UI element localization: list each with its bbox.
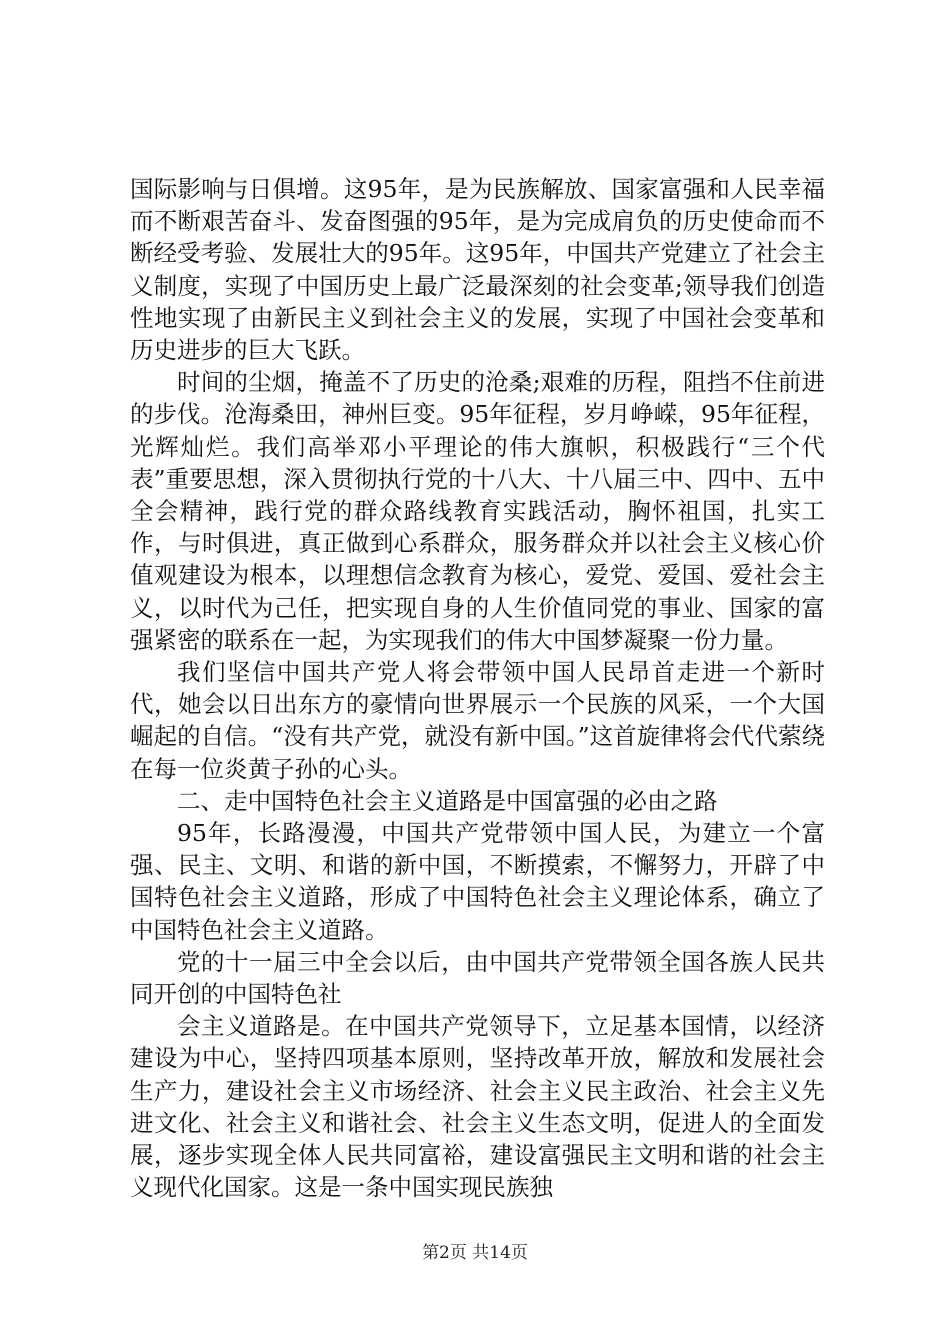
paragraph-1: 国际影响与日俱增。这95年，是为民族解放、国家富强和人民幸福而不断艰苦奋斗、发奋图强的95年，是为完成肩负的历史使命而不断经受考验、发展壮大的95年。这95年，中国共产党建立了社会主义制度，实现了中国历史上最广泛最深刻的社会变革;领导我们创造性地实现了由新民主义到社会主义的发展，实现了中国社会变革和历史进步的巨大飞跃。 [130, 175, 825, 365]
document-body [130, 173, 825, 1204]
paragraph-6: 会主义道路是。在中国共产党领导下，立足基本国情，以经济建设为中心，坚持四项基本原则，坚持改革开放，解放和发展社会生产力，建设社会主义市场经济、社会主义民主政治、社会主义先进文化、社会主义和谐社会、社会主义生态文明，促进人的全面发展，逐步实现全体人民共同富裕，建设富强民主文明和谐的社会主义现代化国家。这是一条中国实现民族独 [130, 1012, 825, 1202]
section-heading: 二、走中国特色社会主义道路是中国富强的必由之路 [177, 786, 718, 815]
paragraph-2: 时间的尘烟，掩盖不了历史的沧桑;艰难的历程，阻挡不住前进的步伐。沧海桑田，神州巨变。95年征程，岁月峥嵘，95年征程，光辉灿烂。我们高举邓小平理论的伟大旗帜，积极践行“三个代表”重要思想，深入贯彻执行党的十八大、十八届三中、四中、五中全会精神，践行党的群众路线教育实践活动，胸怀祖国，扎实工作，与时俱进，真正做到心系群众，服务群众并以社会主义核心价值观建设为根本，以理想信念教育为核心，爱党、爱国、爱社会主义，以时代为己任，把实现自身的人生价值同党的事业、国家的富强紧密的联系在一起，为实现我们的伟大中国梦凝聚一份力量。 [130, 368, 825, 654]
paragraph-3: 我们坚信中国共产党人将会带领中国人民昂首走进一个新时代，她会以日出东方的豪情向世界展示一个民族的风采，一个大国崛起的自信。“没有共产党，就没有新中国。”这首旋律将会代代萦绕在每一位炎黄子孙的心头。 [130, 658, 825, 783]
paragraph-4: 95年，长路漫漫，中国共产党带领中国人民，为建立一个富强、民主、文明、和谐的新中国，不断摸索，不懈努力，开辟了中国特色社会主义道路，形成了中国特色社会主义理论体系，确立了中国特色社会主义道路。 [130, 819, 825, 944]
page-number-footer: 第2页 共14页 [422, 1243, 528, 1263]
paragraph-5: 党的十一届三中全会以后，由中国共产党带领全国各族人民共同开创的中国特色社 [130, 947, 825, 1009]
